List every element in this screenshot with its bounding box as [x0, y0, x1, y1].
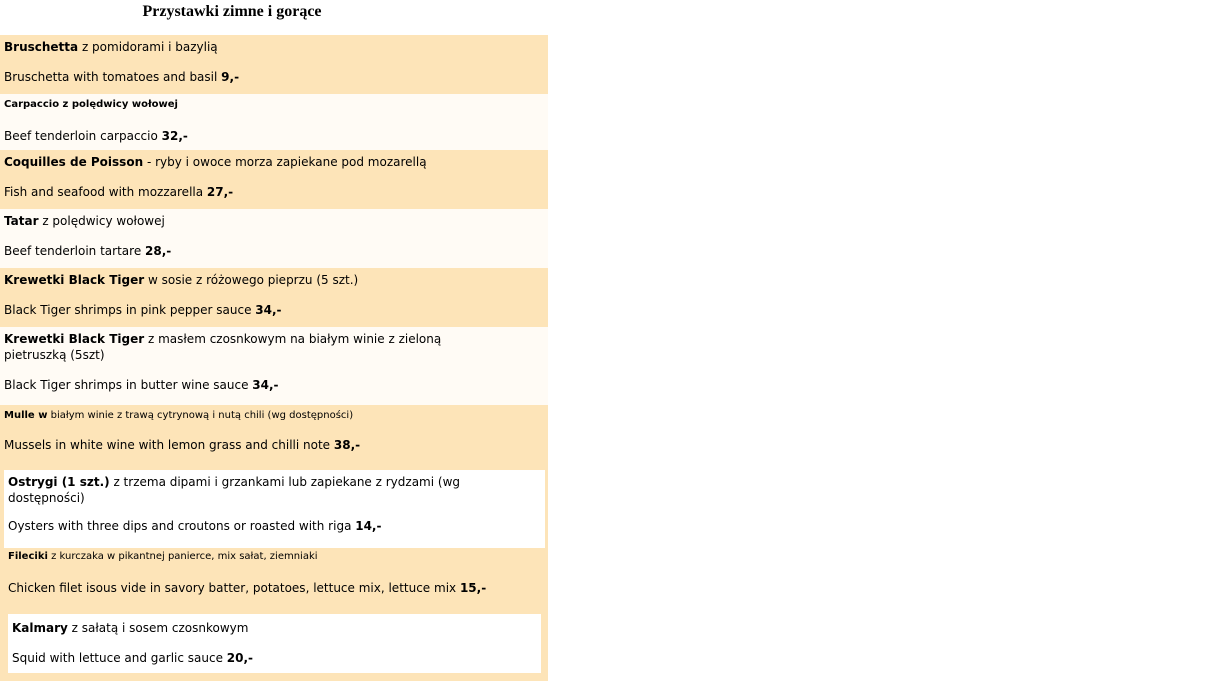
- item-description-pl: [4, 268, 544, 288]
- item-pl-text: z polędwicy wołowej: [38, 214, 165, 228]
- item-price: 28,-: [145, 244, 172, 258]
- item-en-text: Chicken filet isous vide in savory batter, potatoes, lettuce mix, lettuce mix: [8, 581, 460, 595]
- item-price: 38,-: [333, 438, 361, 452]
- item-name: Carpaccio z polędwicy wołowej: [4, 99, 178, 110]
- item-description-pl: [8, 548, 544, 564]
- item-description-pl: [4, 94, 544, 112]
- item-en-text: Black Tiger shrimps in pink pepper sauce: [4, 303, 256, 317]
- item-en-text: Beef tenderloin tartare: [4, 244, 146, 258]
- item-name: Bruschetta: [4, 40, 79, 54]
- item-pl-text: z pomidorami i bazylią: [78, 40, 218, 54]
- page-title: Przystawki zimne i gorące: [142, 3, 322, 20]
- item-description-en: [4, 55, 544, 89]
- item-en-text: Bruschetta with tomatoes and basil: [4, 70, 222, 84]
- item-name: Fileciki: [8, 551, 48, 562]
- item-name: Krewetki Black Tiger: [4, 332, 145, 346]
- item-price: 27,-: [206, 185, 234, 199]
- menu-item: [0, 209, 548, 268]
- item-box: [8, 614, 541, 673]
- item-description-en: [4, 288, 544, 322]
- menu-item: [0, 548, 548, 613]
- menu-item: [0, 613, 548, 681]
- item-description-pl: [8, 470, 508, 506]
- item-pl-text: w sosie z różowego pieprzu (5 szt.): [144, 273, 359, 287]
- item-en-text: Oysters with three dips and croutons or roasted with riga: [8, 519, 356, 533]
- item-en-text: Mussels in white wine with lemon grass and chilli note: [4, 438, 334, 452]
- menu-list: [0, 35, 548, 681]
- item-name: Krewetki Black Tiger: [4, 273, 145, 287]
- menu-item: [0, 405, 548, 464]
- item-description-en: [4, 170, 544, 204]
- item-name: Mulle w: [4, 410, 48, 421]
- item-en-text: Beef tenderloin carpaccio: [4, 129, 162, 143]
- item-box: [4, 470, 545, 548]
- item-name: Tatar: [4, 214, 39, 228]
- item-description-en: [4, 112, 544, 148]
- item-description-pl: [12, 614, 537, 636]
- item-price: 9,-: [221, 70, 240, 84]
- menu-item: [0, 464, 548, 548]
- item-price: 34,-: [252, 378, 279, 392]
- item-price: 15,-: [459, 581, 487, 595]
- item-pl-text: z sałatą i sosem czosnkowym: [67, 621, 249, 635]
- item-description-pl: [4, 35, 544, 55]
- item-pl-text: z masłem czosnkowym na białym winie z zieloną pietruszką (5szt): [4, 332, 442, 362]
- item-price: 20,-: [226, 651, 254, 665]
- item-description-en: [8, 564, 544, 600]
- menu-item: [0, 327, 548, 405]
- item-pl-text: z trzema dipami i grzankami lub zapiekane z rydzami (wg dostępności): [8, 475, 460, 505]
- item-name: Kalmary: [12, 621, 68, 635]
- menu-item: [0, 94, 548, 150]
- item-en-text: Black Tiger shrimps in butter wine sauce: [4, 378, 253, 392]
- item-description-en: [4, 229, 544, 263]
- item-price: 14,-: [355, 519, 382, 533]
- item-description-pl: [4, 150, 544, 170]
- item-name: Ostrygi (1 szt.): [8, 475, 110, 489]
- item-description-pl: [4, 209, 544, 229]
- menu-item: [0, 268, 548, 327]
- menu-item: [0, 150, 548, 209]
- item-name: Coquilles de Poisson: [4, 155, 144, 169]
- item-description-en: [8, 506, 541, 538]
- item-price: 34,-: [255, 303, 282, 317]
- item-description-en: [4, 423, 544, 457]
- item-price: 32,-: [161, 129, 188, 143]
- item-description-pl: [4, 405, 544, 423]
- item-en-text: Fish and seafood with mozzarella: [4, 185, 207, 199]
- item-description-en: [12, 636, 537, 670]
- item-en-text: Squid with lettuce and garlic sauce: [12, 651, 227, 665]
- item-pl-text: - ryby i owoce morza zapiekane pod mozarellą: [143, 155, 427, 169]
- item-pl-text: białym winie z trawą cytrynową i nutą chili (wg dostępności): [47, 410, 354, 421]
- menu-item: [0, 35, 548, 94]
- item-description-pl: [4, 327, 454, 363]
- item-description-en: [4, 363, 544, 397]
- item-pl-text: z kurczaka w pikantnej panierce, mix sałat, ziemniaki: [47, 551, 318, 562]
